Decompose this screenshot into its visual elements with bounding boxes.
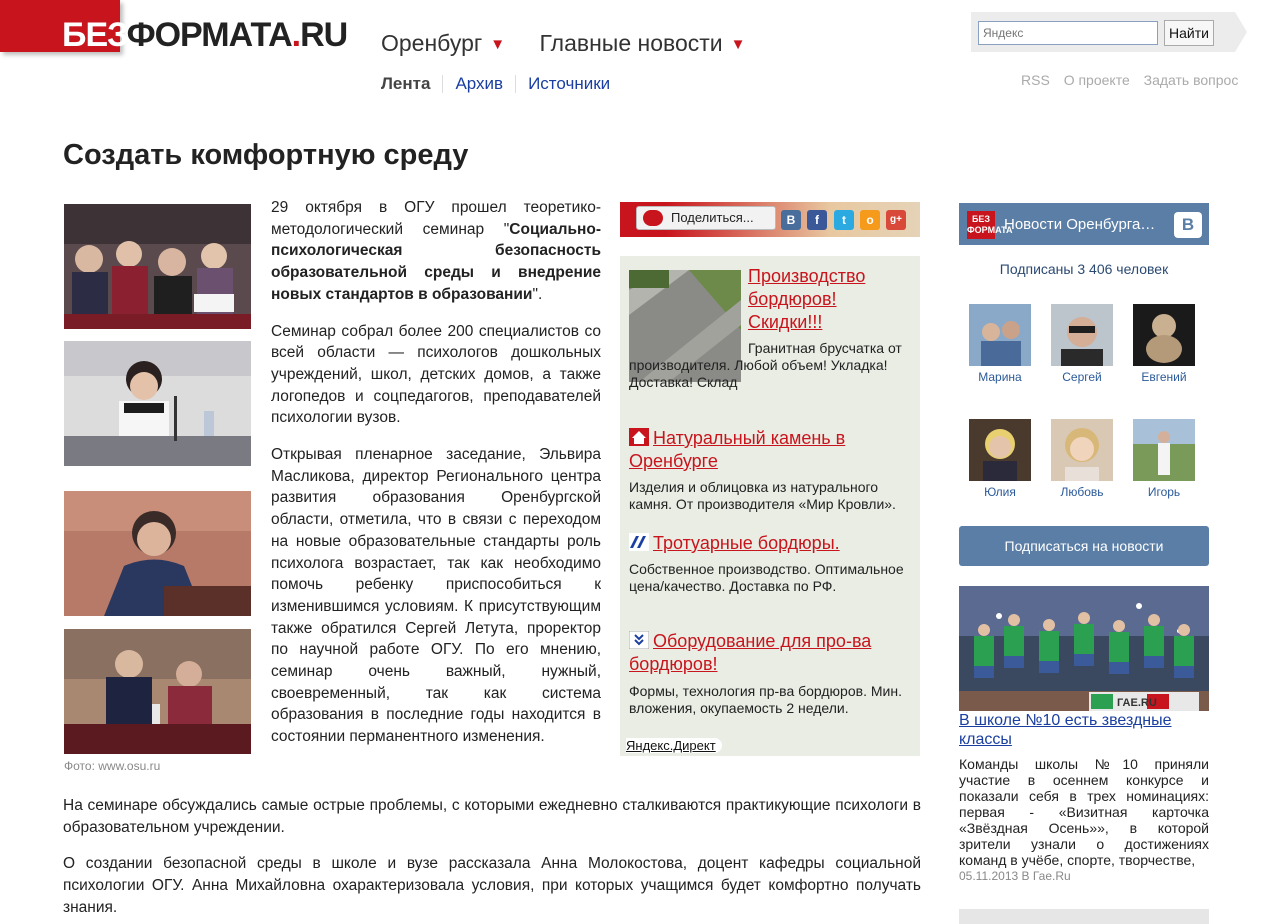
vk-subscribers-count: Подписаны 3 406 человек bbox=[999, 261, 1169, 277]
photo-caption: Фото: www.osu.ru bbox=[64, 759, 161, 773]
vk-logo-icon[interactable]: В bbox=[1174, 212, 1202, 238]
page-title: Создать комфортную среду bbox=[63, 139, 469, 171]
vk-subscribe-button[interactable]: Подписаться на новости bbox=[959, 526, 1209, 566]
vk-user[interactable]: Игорь bbox=[1129, 419, 1199, 499]
avatar bbox=[1133, 304, 1195, 366]
facebook-share-icon[interactable]: f bbox=[807, 210, 827, 230]
ask-question-link[interactable]: Задать вопрос bbox=[1143, 72, 1239, 88]
article-photo-lecturer[interactable] bbox=[64, 491, 251, 616]
side-news-title-link[interactable]: В школе №10 есть звездные классы bbox=[959, 712, 1172, 748]
article-body-column bbox=[271, 197, 601, 763]
watermark-text: ГАЕ.RU bbox=[1117, 697, 1157, 709]
yandex-direct-link[interactable]: Яндекс.Директ bbox=[626, 738, 722, 753]
top-nav bbox=[381, 30, 774, 57]
avatar bbox=[969, 419, 1031, 481]
ad-title-link[interactable]: Тротуарные бордюры. bbox=[629, 532, 909, 555]
ad-text: Собственное производство. Оптимальное цена/качество. Доставка по РФ. bbox=[629, 561, 904, 594]
rss-link[interactable]: RSS bbox=[1021, 72, 1050, 88]
ad-title-link[interactable]: Оборудование для про-ва бордюров! bbox=[629, 631, 872, 674]
search-input[interactable] bbox=[978, 21, 1158, 45]
article-paragraph: Открывая пленарное заседание, Эльвира Масликова, директор Регионального центра развития образования Оренбургской области, отметила, что в связи с переходом на новые образовательные стандарты роль психолога возрастает, так как необходимо помочь ребенку приспособиться к изменившимся условиям. К присутствующим также обратился Сергей Летута, проректор по научной работе ОГУ. По его мнению, семинар очень важный, нужный, своевременный, так как система образования в последние годы находится в состоянии перманентного изменения. bbox=[271, 446, 601, 746]
article-paragraph: 29 октября в ОГУ прошел теоретико-методологический семинар "Социально-психологическая безопасность образовательной среды и внедрение новых стандартов в образовании". bbox=[271, 199, 601, 303]
side-news-text: Команды школы №10 приняли участие в осеннем конкурсе и показали себя в трех номинациях: первая - «Визитная карточка «Звёздная Осень»», в которой зрители узнали о достижениях команд в учёбе, спорте, творчестве, bbox=[959, 756, 1209, 868]
side-news-image[interactable] bbox=[959, 586, 1209, 711]
dropdown-triangle-icon: ▼ bbox=[730, 36, 746, 53]
avatar bbox=[969, 304, 1031, 366]
brand-logo-icon bbox=[629, 533, 649, 551]
share-button[interactable]: Поделиться... bbox=[636, 206, 776, 230]
download-arrow-icon bbox=[629, 631, 649, 649]
googleplus-share-icon[interactable]: g+ bbox=[886, 210, 906, 230]
avatar bbox=[1051, 419, 1113, 481]
subnav-sources[interactable]: Источники bbox=[515, 75, 622, 93]
odnoklassniki-share-icon[interactable]: о bbox=[860, 210, 880, 230]
side-news-meta: 05.11.2013 В Гае.Ru bbox=[959, 869, 1071, 883]
article-paragraph: На семинаре обсуждались самые острые проблемы, с которыми ежедневно сталкиваются практикующие психологи в образовательном учреждении. bbox=[63, 797, 921, 836]
vk-user[interactable]: Марина bbox=[965, 304, 1035, 384]
ad-title-link[interactable]: Производство бордюров! Скидки!!! bbox=[748, 266, 866, 332]
article-photo-speaker[interactable] bbox=[64, 341, 251, 466]
vk-user[interactable]: Сергей bbox=[1047, 304, 1117, 384]
search-button[interactable]: Найти bbox=[1164, 20, 1214, 46]
logo-text: БЕЗФОРМАТА.RU bbox=[62, 16, 348, 54]
avatar bbox=[1133, 419, 1195, 481]
vk-user[interactable]: Юлия bbox=[965, 419, 1035, 499]
article-photo-audience[interactable] bbox=[64, 204, 251, 329]
article-paragraph: Семинар собрал более 200 специалистов со всей области — психологов дошкольных учреждений, школ, детских домов, а также логопедов и соцпедагогов, преподавателей психологии вузов. bbox=[271, 322, 601, 427]
vk-group-title[interactable]: Новости Оренбурга… bbox=[1004, 216, 1156, 233]
ad-text: Гранитная брусчатка от производителя. Любой объем! Укладка! Доставка! Склад bbox=[629, 340, 902, 390]
speaker-icon bbox=[643, 210, 663, 226]
subnav-archive[interactable]: Архив bbox=[442, 75, 515, 93]
ad-text: Изделия и облицовка из натурального камня. От производителя «Мир Кровли». bbox=[629, 479, 896, 512]
article-photo-panel[interactable] bbox=[64, 629, 251, 754]
sub-nav bbox=[381, 74, 622, 94]
ad-title-link[interactable]: Натуральный камень в Оренбурге bbox=[629, 428, 846, 471]
about-link[interactable]: О проекте bbox=[1063, 72, 1130, 88]
site-logo[interactable] bbox=[0, 0, 350, 62]
vk-user[interactable]: Евгений bbox=[1129, 304, 1199, 384]
nav-city[interactable]: Оренбург ▼ bbox=[381, 30, 506, 56]
search-panel-arrow bbox=[1235, 12, 1247, 52]
article-paragraph: О создании безопасной среды в школе и вузе рассказала Анна Молокостова, доцент кафедры социальной психологии ОГУ. Анна Михайловна охарактеризовала условия, при которых учащимся будет комфортно получать знания. bbox=[63, 855, 921, 916]
sidebar-next-block bbox=[959, 909, 1209, 924]
nav-main-news[interactable]: Главные новости ▼ bbox=[539, 30, 746, 56]
top-links bbox=[1021, 72, 1248, 88]
article-body-wide bbox=[63, 795, 921, 924]
dropdown-triangle-icon: ▼ bbox=[490, 36, 506, 53]
subnav-feed[interactable]: Лента bbox=[381, 74, 431, 93]
avatar bbox=[1051, 304, 1113, 366]
vk-group-logo: БЕЗ ФОРМАТА bbox=[967, 211, 995, 239]
vk-user[interactable]: Любовь bbox=[1047, 419, 1117, 499]
house-icon bbox=[629, 428, 649, 446]
ad-text: Формы, технология пр-ва бордюров. Мин. вложения, окупаемость 2 недели. bbox=[629, 683, 902, 716]
vk-share-icon[interactable]: В bbox=[781, 210, 801, 230]
twitter-share-icon[interactable]: t bbox=[834, 210, 854, 230]
